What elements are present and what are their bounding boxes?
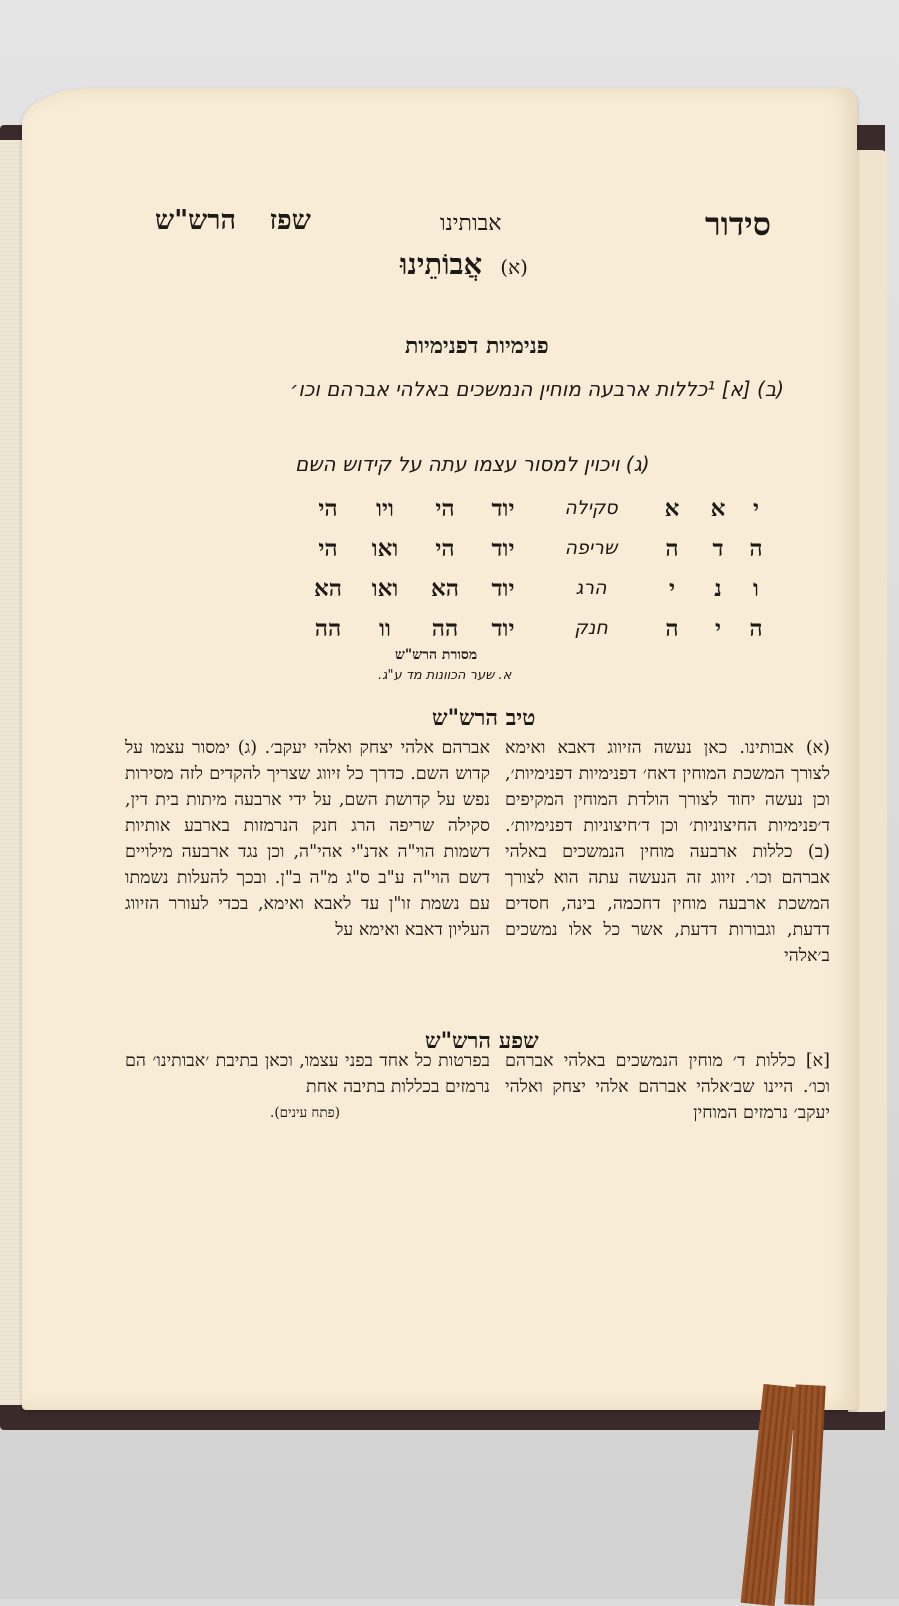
grid-row: [240, 488, 770, 528]
grid-cell: יוד: [491, 614, 515, 642]
grid-cell: הי: [318, 494, 338, 522]
masoret-heading: מסורת הרש"ש: [395, 647, 478, 663]
kavana-line-b: (ב) [א] ¹כללות ארבעה מוחין הנמשכים באלהי אברהם וכו׳: [290, 377, 785, 401]
grid-cell: ה: [665, 614, 679, 642]
shefa-right-column: [505, 1048, 830, 1126]
header-section-name: אבותינו: [440, 211, 502, 236]
tiv-right-column: [505, 735, 830, 969]
shefa-left-note: (פתח עינים).: [270, 1105, 340, 1121]
grid-cell: יוד: [491, 494, 515, 522]
grid-cell: ה: [749, 534, 763, 562]
grid-cell: א: [710, 494, 726, 522]
grid-cell: י: [714, 614, 722, 642]
grid-cell: הי: [318, 534, 338, 562]
shefa-left-text: בפרטות כל אחד בפני עצמו, וכאן בתיבת ׳אבותינו׳ הם נרמזים בכללות בתיבה אחת: [125, 1051, 490, 1097]
header-page-number: שפז: [269, 205, 311, 236]
title-word: אֲבוֹתֵינוּ: [400, 247, 483, 281]
title-number: (א): [500, 255, 528, 279]
grid-cell: הה: [431, 614, 459, 642]
grid-cell: ו: [753, 574, 759, 602]
tiv-left-column: [125, 735, 490, 943]
grid-cell: יוד: [491, 574, 515, 602]
grid-cell: ה: [749, 614, 763, 642]
grid-cell: יוד: [491, 534, 515, 562]
grid-cell: הא: [314, 574, 342, 602]
grid-cell: ד: [712, 534, 724, 562]
grid-cell: הרג: [575, 577, 607, 599]
grid-cell: א: [664, 494, 680, 522]
grid-cell: סקילה: [564, 497, 618, 519]
grid-row: [240, 528, 770, 568]
shefa-right-text: [א] כללות ד׳ מוחין הנמשכים באלהי אברהם וכו׳. היינו שב׳אלהי אברהם אלהי יצחק ואלהי יעקב׳ נרמזים המוחין: [505, 1051, 830, 1123]
tiv-left-text: אברהם אלהי יצחק ואלהי יעקב׳. (ג) ימסור עצמו על קדוש השם. כדרך כל זיווג שצריך להקדים לזה מסירות נפש על קדושת השם, על ידי ארבעה מיתות בית דין, סקילה שריפה הרג חנק הנרמזות בארבע אותיות דשמות הוי"ה אדנ"י אהי"ה, וכן נגד ארבעה מילויים דשם הוי"ה ע"ב ס"ג מ"ה ב"ן. ובכך להעלות נשמתו עם נשמת זו"ן עד לאבא ואימא, בכדי לעורר הזיווג העליון דאבא ואימא על: [125, 738, 490, 940]
grid-cell: וו: [379, 614, 391, 642]
header-book-title: סידור: [705, 205, 771, 243]
grid-cell: ה: [665, 534, 679, 562]
grid-cell: נ: [714, 574, 722, 602]
section-heading-shefa: שפע הרש"ש: [425, 1028, 539, 1054]
shefa-left-column: [125, 1048, 490, 1126]
letter-grid: [240, 488, 770, 648]
grid-cell: הי: [435, 534, 455, 562]
grid-row: [240, 568, 770, 608]
grid-cell: ואו: [371, 534, 399, 562]
grid-row: [240, 608, 770, 648]
header-author-page: [155, 205, 311, 236]
page-title: [400, 247, 528, 282]
grid-cell: ואו: [371, 574, 399, 602]
header-author: הרש"ש: [155, 205, 237, 236]
grid-cell: חנק: [574, 617, 608, 639]
grid-cell: שריפה: [564, 537, 618, 559]
grid-cell: הי: [435, 494, 455, 522]
grid-cell: י: [752, 494, 760, 522]
tiv-right-text: (א) אבותינו. כאן נעשה הזיווג דאבא ואימא לצורך המשכת המוחין דאח׳ דפנימיות דפנימיות׳, וכן נעשה יחוד לצורך הולדת המוחין המקיפים ד׳פנימיות החיצוניות׳ וכן ד׳חיצוניות דפנימיות׳. (ב) כללות ארבעה מוחין הנמשכים באלהי אברהם וכו׳. זיווג זה הנעשה עתה הוא לצורך המשכת ארבעה מוחין דחכמה, בינה, חסדים דדעת, וגבורות דדעת, אשר כל אלו נמשכים ב׳אלהי: [505, 738, 830, 966]
section-heading-pnimiyut: פנימיות דפנימיות: [405, 333, 549, 359]
grid-cell: ויו: [376, 494, 394, 522]
grid-cell: הה: [314, 614, 342, 642]
masoret-note: א. שער הכוונות מד ע"ג.: [378, 668, 512, 683]
section-heading-tiv: טיב הרש"ש: [432, 705, 536, 731]
grid-cell: י: [668, 574, 676, 602]
grid-cell: הא: [431, 574, 459, 602]
kavana-line-g: (ג) ויכוין למסור עצמו עתה על קידוש השם: [295, 452, 650, 476]
